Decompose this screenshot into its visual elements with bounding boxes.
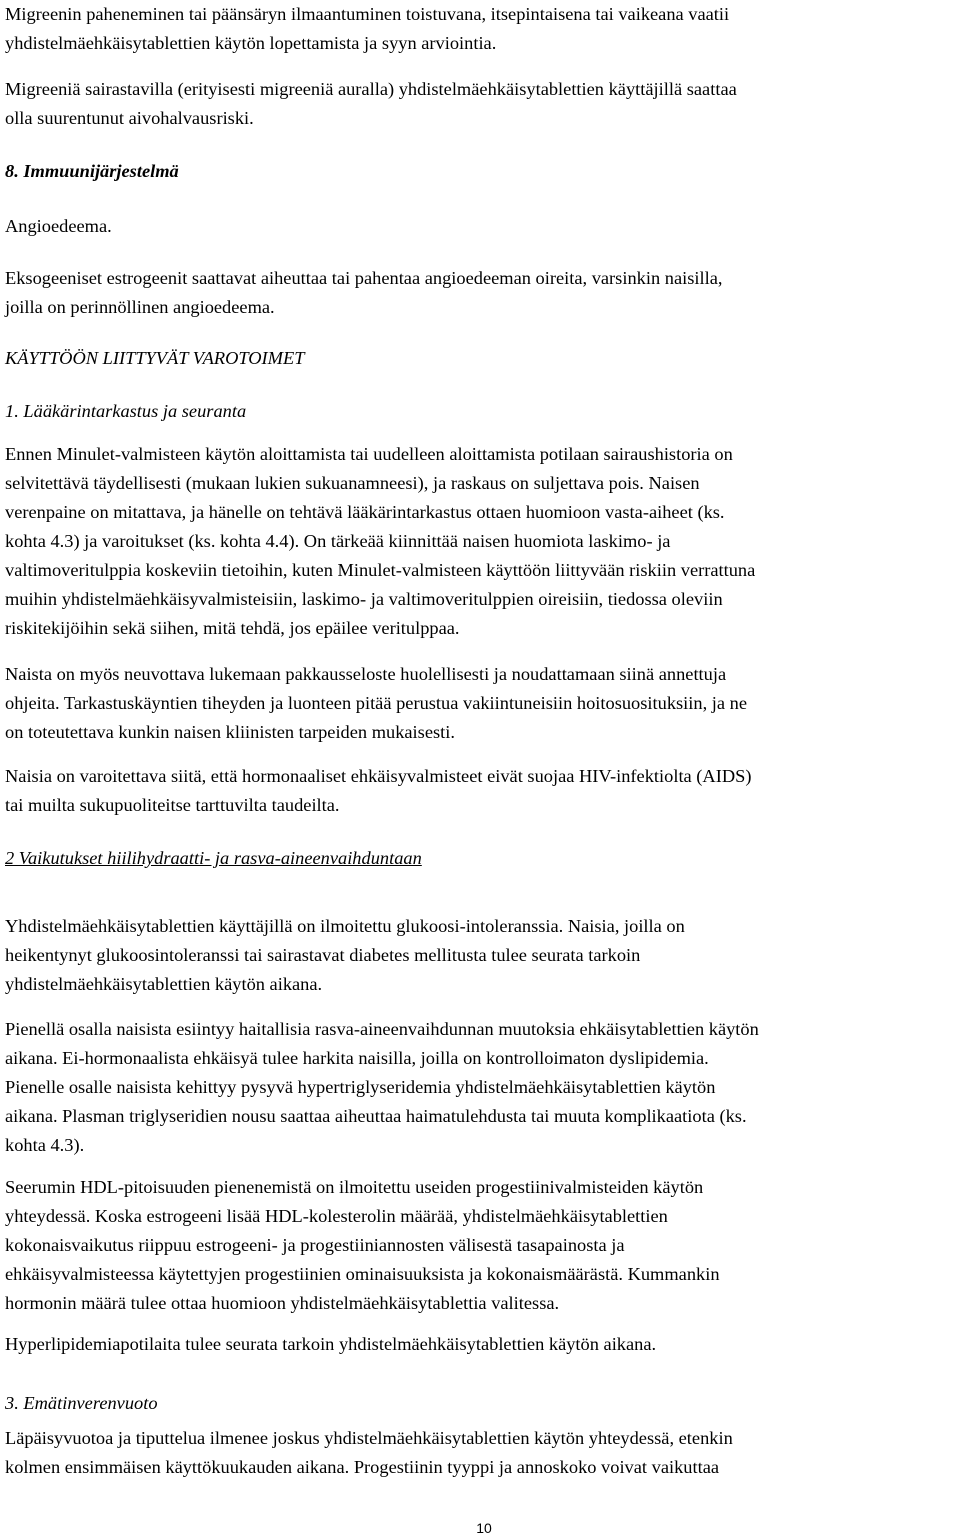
heading-vaginal-bleeding — [5, 1389, 158, 1418]
paragraph-hyperlipidemia — [5, 1330, 656, 1359]
text-line: aikana. Plasman triglyseridien nousu saattaa aiheuttaa haimatulehdusta tai muuta komplikaatiota (ks. — [5, 1106, 747, 1126]
text-line: hormonin määrä tulee ottaa huomioon yhdistelmäehkäisytablettia valitessa. — [5, 1293, 560, 1313]
text-line: muihin yhdistelmäehkäisyvalmisteisiin, laskimo- ja valtimoveritulppien oireisiin, tiedossa oleviin — [5, 589, 723, 609]
text-line: aikana. Ei-hormonaalista ehkäisyä tulee harkita naisilla, joilla on kontrolloimaton dyslipidemia. — [5, 1048, 709, 1068]
paragraph-angioedema — [5, 264, 722, 322]
subsection-heading: 2 Vaikutukset hiilihydraatti- ja rasva-aineenvaihduntaan — [5, 848, 422, 868]
paragraph-lipids — [5, 1015, 759, 1160]
text-line: Pienelle osalle naisista kehittyy pysyvä hypertriglyseridemia yhdistelmäehkäisytablettien käytön — [5, 1077, 716, 1097]
text-line: joilla on perinnöllinen angioedeema. — [5, 297, 275, 317]
text-line: ehkäisyvalmisteessa käytettyjen progestiinien ominaisuuksista ja kokonaismäärästä. Kummankin — [5, 1264, 720, 1284]
text-line: on toteutettava kunkin naisen kliinisten tarpeiden mukaisesti. — [5, 722, 455, 742]
heading-immune-system — [5, 157, 179, 186]
text-line: yhdistelmäehkäisytablettien käytön aikana. — [5, 974, 323, 994]
text-line: riskitekijöihin sekä siihen, mitä tehdä, jos epäilee veritulppaa. — [5, 618, 460, 638]
text-line: Migreeniä sairastavilla (erityisesti migreeniä auralla) yhdistelmäehkäisytablettien käyttäjillä saattaa — [5, 79, 737, 99]
paragraph-package-leaflet — [5, 660, 747, 747]
text-line: Angioedeema. — [5, 216, 112, 236]
paragraph-glucose — [5, 912, 685, 999]
text-line: Seerumin HDL-pitoisuuden pienenemistä on ilmoitettu useiden progestiinivalmisteiden käytön — [5, 1177, 704, 1197]
subsection-heading: 3. Emätinverenvuoto — [5, 1393, 158, 1413]
text-line: Läpäisyvuotoa ja tiputtelua ilmenee joskus yhdistelmäehkäisytablettien käytön yhteydessä, etenkin — [5, 1428, 733, 1448]
text-line: Eksogeeniset estrogeenit saattavat aiheuttaa tai pahentaa angioedeeman oireita, varsinkin naisilla, — [5, 268, 723, 288]
paragraph-breakthrough-bleeding — [5, 1424, 733, 1482]
text-line: Ennen Minulet-valmisteen käytön aloittamista tai uudelleen aloittamista potilaan sairaushistoria on — [5, 444, 733, 464]
page-number: 10 — [476, 1520, 492, 1536]
paragraph-stroke-risk — [5, 75, 737, 133]
paragraph-hdl — [5, 1173, 720, 1318]
angioedema-label — [5, 212, 112, 241]
text-line: Migreenin paheneminen tai päänsäryn ilmaantuminen toistuvana, itsepintaisena tai vaikeana vaatii — [5, 4, 730, 24]
text-line: kokonaisvaikutus riippuu estrogeeni- ja progestiiniannosten välisestä tasapainosta ja — [5, 1235, 625, 1255]
subsection-heading: 1. Lääkärintarkastus ja seuranta — [5, 401, 247, 421]
text-line: Naisia on varoitettava siitä, että hormonaaliset ehkäisyvalmisteet eivät suojaa HIV-infektiolta (AIDS) — [5, 766, 752, 786]
section-heading: KÄYTTÖÖN LIITTYVÄT VAROTOIMET — [5, 348, 305, 368]
heading-metabolism — [5, 844, 422, 873]
text-line: Pienellä osalla naisista esiintyy haitallisia rasva-aineenvaihdunnan muutoksia ehkäisytablettien käytön — [5, 1019, 759, 1039]
text-line: yhteydessä. Koska estrogeeni lisää HDL-kolesterolin määrää, yhdistelmäehkäisytablettien — [5, 1206, 668, 1226]
paragraph-hiv-warning — [5, 762, 751, 820]
paragraph-before-use — [5, 440, 755, 643]
text-line: kohta 4.3) ja varoitukset (ks. kohta 4.4). On tärkeää kiinnittää naisen huomiota laskimo- ja — [5, 531, 671, 551]
text-line: Naista on myös neuvottava lukemaan pakkausseloste huolellisesti ja noudattamaan siinä annettuja — [5, 664, 727, 684]
text-line: tai muilta sukupuoliteitse tarttuvilta taudeilta. — [5, 795, 340, 815]
paragraph-migraine-worsening — [5, 0, 729, 58]
text-line: kolmen ensimmäisen käyttökuukauden aikana. Progestiinin tyyppi ja annoskoko voivat vaikuttaa — [5, 1457, 720, 1477]
text-line: kohta 4.3). — [5, 1135, 85, 1155]
text-line: selvitettävä täydellisesti (mukaan lukien sukuanamneesi), ja raskaus on suljettava pois. Naisen — [5, 473, 700, 493]
text-line: Hyperlipidemiapotilaita tulee seurata tarkoin yhdistelmäehkäisytablettien käytön aikana. — [5, 1334, 657, 1354]
section-heading: 8. Immuunijärjestelmä — [5, 161, 179, 181]
text-line: valtimoveritulppia koskeviin tietoihin, kuten Minulet-valmisteen käyttöön liittyvään riskiin verrattuna — [5, 560, 756, 580]
text-line: heikentynyt glukoosintoleranssi tai sairastavat diabetes mellitusta tulee seurata tarkoin — [5, 945, 641, 965]
text-line: yhdistelmäehkäisytablettien käytön lopettamista ja syyn arviointia. — [5, 33, 497, 53]
text-line: Yhdistelmäehkäisytablettien käyttäjillä on ilmoitettu glukoosi-intoleranssia. Naisia, joilla on — [5, 916, 685, 936]
heading-precautions — [5, 344, 304, 373]
text-line: olla suurentunut aivohalvausriski. — [5, 108, 254, 128]
heading-medical-examination — [5, 397, 246, 426]
text-line: ohjeita. Tarkastuskäyntien tiheyden ja luonteen pitää perustua vakiintuneisiin hoitosuosituksiin, ja ne — [5, 693, 748, 713]
text-line: verenpaine on mitattava, ja hänelle on tehtävä lääkärintarkastus ottaen huomioon vasta-aiheet (ks. — [5, 502, 725, 522]
